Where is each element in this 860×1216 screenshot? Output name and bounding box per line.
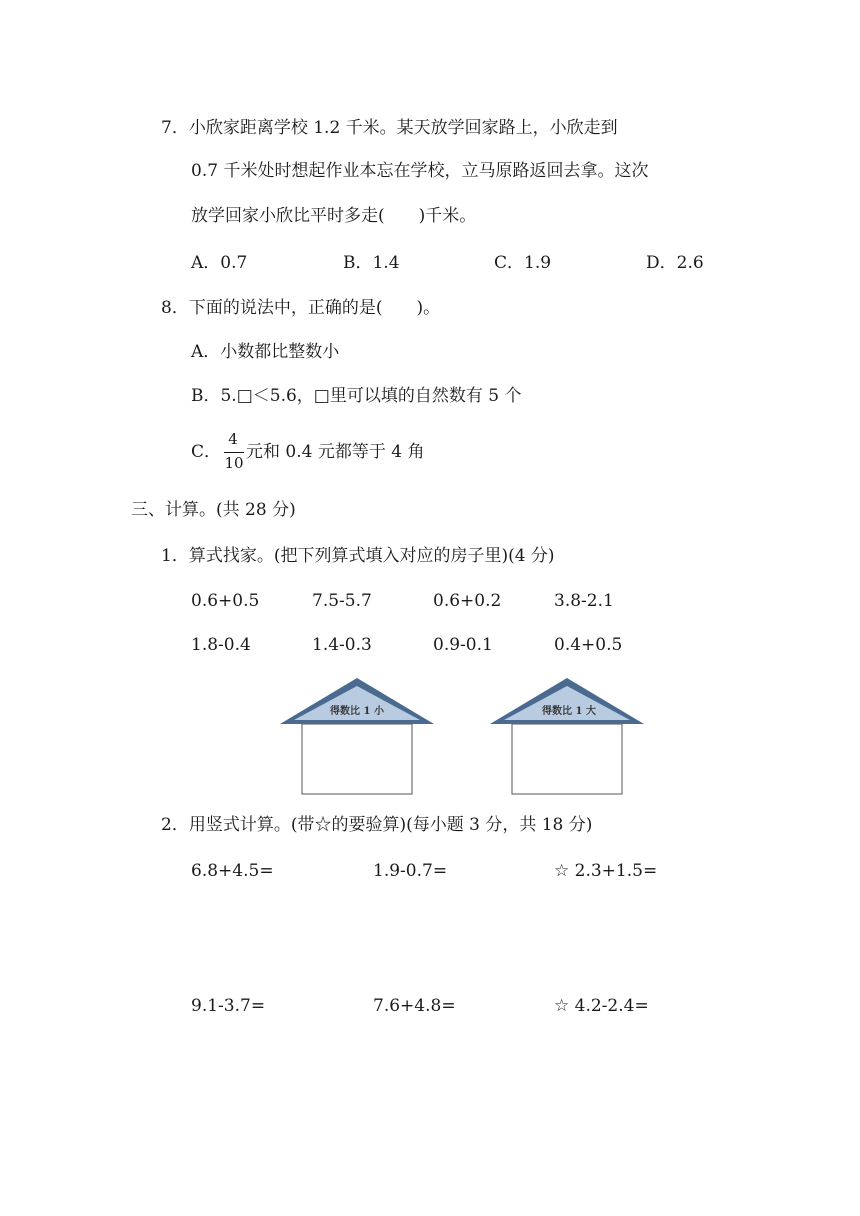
expression: 1.8-0.4 xyxy=(191,635,251,655)
q8-option-a: A．小数都比整数小 xyxy=(191,342,340,362)
q8-option-c-prefix: C． xyxy=(191,442,222,462)
expression: 0.9-0.1 xyxy=(433,635,493,655)
q8-option-b: B．5.□＜5.6，□里可以填的自然数有 5 个 xyxy=(191,386,522,406)
calc1-stem: 1．算式找家。(把下列算式填入对应的房子里)(4 分) xyxy=(161,546,555,566)
q7-option-a: A．0.7 xyxy=(191,253,248,273)
house-less-than-one xyxy=(278,676,436,796)
q7-option-d: D．2.6 xyxy=(646,253,704,273)
house-greater-than-one xyxy=(490,676,648,796)
house-label: 得数比 1 小 xyxy=(330,706,384,717)
q7-line3: 放学回家小欣比平时多走( )千米。 xyxy=(191,206,477,226)
q8-stem: 8．下面的说法中，正确的是( )。 xyxy=(161,298,441,318)
section-title: 三、计算。(共 28 分) xyxy=(131,500,296,520)
house-label: 得数比 1 大 xyxy=(542,706,596,717)
vertical-calc-item: 7.6+4.8= xyxy=(373,996,456,1016)
house-drawing xyxy=(490,676,648,796)
expression: 0.6+0.5 xyxy=(191,591,260,611)
vertical-calc-item: 6.8+4.5= xyxy=(191,861,274,881)
vertical-calc-item: 9.1-3.7= xyxy=(191,996,266,1016)
q7-option-b: B．1.4 xyxy=(343,253,400,273)
fraction-denominator: 10 xyxy=(224,454,244,472)
q7-line1: 7．小欣家距离学校 1.2 千米。某天放学回家路上，小欣走到 xyxy=(161,118,618,138)
q7-option-c: C．1.9 xyxy=(494,253,552,273)
expression: 7.5-5.7 xyxy=(312,591,372,611)
vertical-calc-item-starred: ☆ 4.2-2.4= xyxy=(554,996,649,1016)
q7-line2: 0.7 千米处时想起作业本忘在学校，立马原路返回去拿。这次 xyxy=(191,161,649,181)
expression: 1.4-0.3 xyxy=(312,635,372,655)
fraction-bar xyxy=(224,452,244,453)
vertical-calc-item-starred: ☆ 2.3+1.5= xyxy=(554,861,658,881)
calc2-stem: 2．用竖式计算。(带☆的要验算)(每小题 3 分，共 18 分) xyxy=(161,815,593,835)
fraction-numerator: 4 xyxy=(228,430,238,448)
expression: 0.4+0.5 xyxy=(554,635,623,655)
q8-option-c-text: 元和 0.4 元都等于 4 角 xyxy=(246,442,425,462)
expression: 3.8-2.1 xyxy=(554,591,614,611)
vertical-calc-item: 1.9-0.7= xyxy=(373,861,448,881)
expression: 0.6+0.2 xyxy=(433,591,502,611)
house-drawing xyxy=(278,676,436,796)
